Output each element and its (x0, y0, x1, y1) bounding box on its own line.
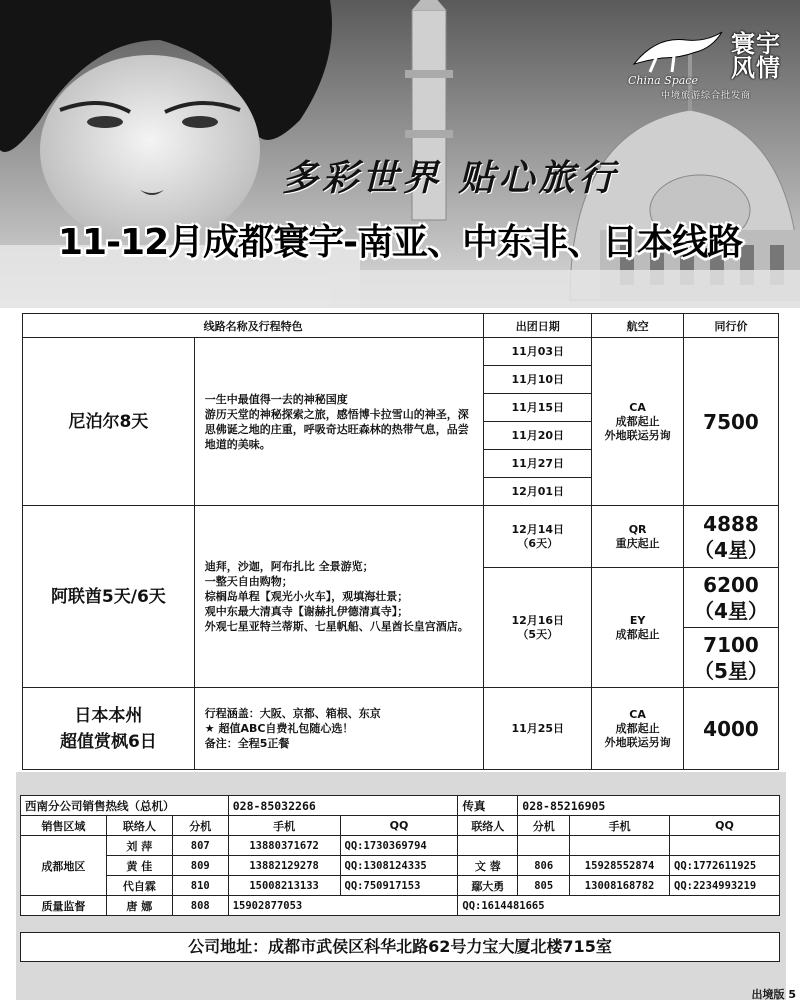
airline-note: 成都起止 (615, 414, 660, 428)
contact-qq: QQ:1772611925 (670, 856, 780, 876)
contact-ext (518, 836, 570, 856)
airline-uae-2 (592, 568, 684, 688)
price-uae-2b (684, 628, 779, 688)
price-uae-2a (684, 568, 779, 628)
route-desc-line: 一整天自由购物； (204, 575, 293, 588)
departure-date-uae-2 (484, 568, 592, 688)
slogan: 多彩世界 贴心旅行 (282, 157, 619, 199)
brand-name-cn: 寰宇风情 (731, 29, 781, 82)
contact-ext: 809 (172, 856, 228, 876)
departure-date: 11月03日 (484, 338, 592, 366)
airline-nepal (592, 338, 684, 506)
col-mobile: 手机 (570, 816, 670, 836)
departure-date: 11月27日 (484, 450, 592, 478)
route-desc-line: 一生中最值得一去的神秘国度 (204, 392, 348, 406)
contacts-table (20, 795, 780, 916)
col-ext: 分机 (172, 816, 228, 836)
contact-qq (670, 836, 780, 856)
contact-name: 代自霖 (106, 876, 172, 896)
route-desc-line: 观中东最大清真寺【谢赫扎伊德清真寺】； (204, 605, 409, 618)
contact-name: 刘 萍 (106, 836, 172, 856)
col-contact: 联络人 (106, 816, 172, 836)
contact-name: 黄 佳 (106, 856, 172, 876)
airline-note: 成都起止 (615, 627, 660, 641)
route-desc-line: 行程涵盖：大阪、京都、箱根、东京 (204, 707, 381, 720)
price-value: 4888 (703, 511, 759, 536)
route-name-uae: 阿联酋5天/6天 (23, 506, 195, 688)
col-region: 销售区域 (21, 816, 107, 836)
table-row (21, 876, 780, 896)
brand-name-en: China Space (628, 74, 698, 87)
route-desc-uae (194, 506, 484, 688)
contact-mobile: 13880371672 (228, 836, 340, 856)
table-row (23, 338, 779, 366)
airline-japan (592, 688, 684, 770)
departure-duration: （6天） (517, 536, 559, 550)
route-desc-line: 外观七星亚特兰蒂斯、七星帆船、八星酋长皇宫酒店。 (204, 620, 469, 633)
hotel-star: （4星） (694, 598, 768, 623)
price-nepal: 7500 (684, 338, 779, 506)
contact-mobile (570, 836, 670, 856)
price-uae-1 (684, 506, 779, 568)
departure-duration: （5天） (517, 627, 559, 641)
route-desc-line: 游历天堂的神秘探索之旅，感悟博卡拉雪山的神圣，深思佛诞之地的庄重，呼吸奇达旺森林的热带气息，品尝地道的美味。 (204, 407, 469, 451)
header-price: 同行价 (684, 314, 779, 338)
contact-mobile: 15928552874 (570, 856, 670, 876)
table-row (21, 896, 780, 916)
dragon-horse-logo-icon (626, 28, 726, 74)
route-name-japan (23, 688, 195, 770)
header-airline: 航空 (592, 314, 684, 338)
hotline-number: 028-85032266 (228, 796, 458, 816)
contact-qq: QQ:1308124335 (340, 856, 458, 876)
airline-note: 外地联运另询 (604, 735, 671, 749)
route-name-line: 超值赏枫6日 (59, 731, 157, 752)
route-desc-line: 迪拜，沙迦，阿布扎比 全景游览； (204, 560, 374, 573)
departure-date: 11月20日 (484, 422, 592, 450)
airline-note: 外地联运另询 (604, 428, 671, 442)
contact-mobile: 13882129278 (228, 856, 340, 876)
col-qq: QQ (670, 816, 780, 836)
departure-date-text: 12月14日 (511, 522, 565, 536)
hotel-star: （4星） (694, 537, 768, 562)
table-row (21, 836, 780, 856)
contact-ext: 807 (172, 836, 228, 856)
col-mobile: 手机 (228, 816, 340, 836)
table-row (21, 856, 780, 876)
departure-date-uae-1 (484, 506, 592, 568)
col-qq: QQ (340, 816, 458, 836)
airline-code: EY (629, 613, 646, 627)
fax-label: 传真 (458, 796, 518, 816)
page-headline: 11-12月成都寰宇-南亚、中东非、日本线路 (58, 222, 743, 263)
departure-date: 11月15日 (484, 394, 592, 422)
airline-note: 重庆起止 (615, 536, 660, 550)
header-departure-date: 出团日期 (484, 314, 592, 338)
routes-table (22, 313, 779, 770)
route-desc-line: ★ 超值ABC自费礼包随心选！ (204, 722, 354, 735)
contact-qq: QQ:1730369794 (340, 836, 458, 856)
price-japan: 4000 (684, 688, 779, 770)
route-name-line: 日本本州 (74, 705, 143, 726)
company-address: 公司地址：成都市武侯区科华北路62号力宝大厦北楼715室 (20, 932, 780, 962)
contact-ext: 808 (172, 896, 228, 916)
hotline-label: 西南分公司销售热线（总机） (21, 796, 229, 816)
departure-date: 11月10日 (484, 366, 592, 394)
airline-code: CA (629, 400, 646, 414)
contact-name: 文 蓉 (458, 856, 518, 876)
price-value: 7100 (703, 632, 759, 657)
departure-date: 12月01日 (484, 478, 592, 506)
contact-mobile: 13008168782 (570, 876, 670, 896)
airline-code: CA (629, 707, 646, 721)
brand-tagline: 中境旅游综合批发商 (660, 91, 751, 101)
routes-header-row (23, 314, 779, 338)
route-desc-japan (194, 688, 484, 770)
page-label: 出境版 5 (751, 988, 796, 1000)
contact-qq: QQ:1614481665 (458, 896, 780, 916)
contact-qq: QQ:2234993219 (670, 876, 780, 896)
col-contact: 联络人 (458, 816, 518, 836)
contact-ext: 806 (518, 856, 570, 876)
contact-qq: QQ:750917153 (340, 876, 458, 896)
departure-date: 11月25日 (484, 688, 592, 770)
contact-name: 鄢大勇 (458, 876, 518, 896)
region-quality-control: 质量监督 (21, 896, 107, 916)
route-desc-line: 备注：全程5正餐 (204, 737, 290, 750)
departure-date-text: 12月16日 (511, 613, 565, 627)
fax-number: 028-85216905 (518, 796, 780, 816)
contacts-header-row (21, 816, 780, 836)
table-row (23, 688, 779, 770)
contact-ext: 810 (172, 876, 228, 896)
header-banner (0, 0, 800, 308)
airline-code: QR (628, 522, 647, 536)
brand-logo (626, 28, 786, 100)
hotline-row (21, 796, 780, 816)
contact-mobile: 15902877053 (228, 896, 458, 916)
contact-name: 唐 娜 (106, 896, 172, 916)
contact-ext: 805 (518, 876, 570, 896)
airline-note: 成都起止 (615, 721, 660, 735)
route-name-nepal: 尼泊尔8天 (23, 338, 195, 506)
header-route-name: 线路名称及行程特色 (23, 314, 484, 338)
contact-name (458, 836, 518, 856)
hotel-star: （5星） (694, 658, 768, 683)
price-value: 6200 (703, 572, 759, 597)
airline-uae-1 (592, 506, 684, 568)
route-desc-line: 棕榈岛单程【观光小火车】，观填海壮景； (204, 590, 409, 603)
region-chengdu: 成都地区 (21, 836, 107, 896)
contact-mobile: 15008213133 (228, 876, 340, 896)
route-desc-nepal (194, 338, 484, 506)
table-row (23, 506, 779, 568)
col-ext: 分机 (518, 816, 570, 836)
